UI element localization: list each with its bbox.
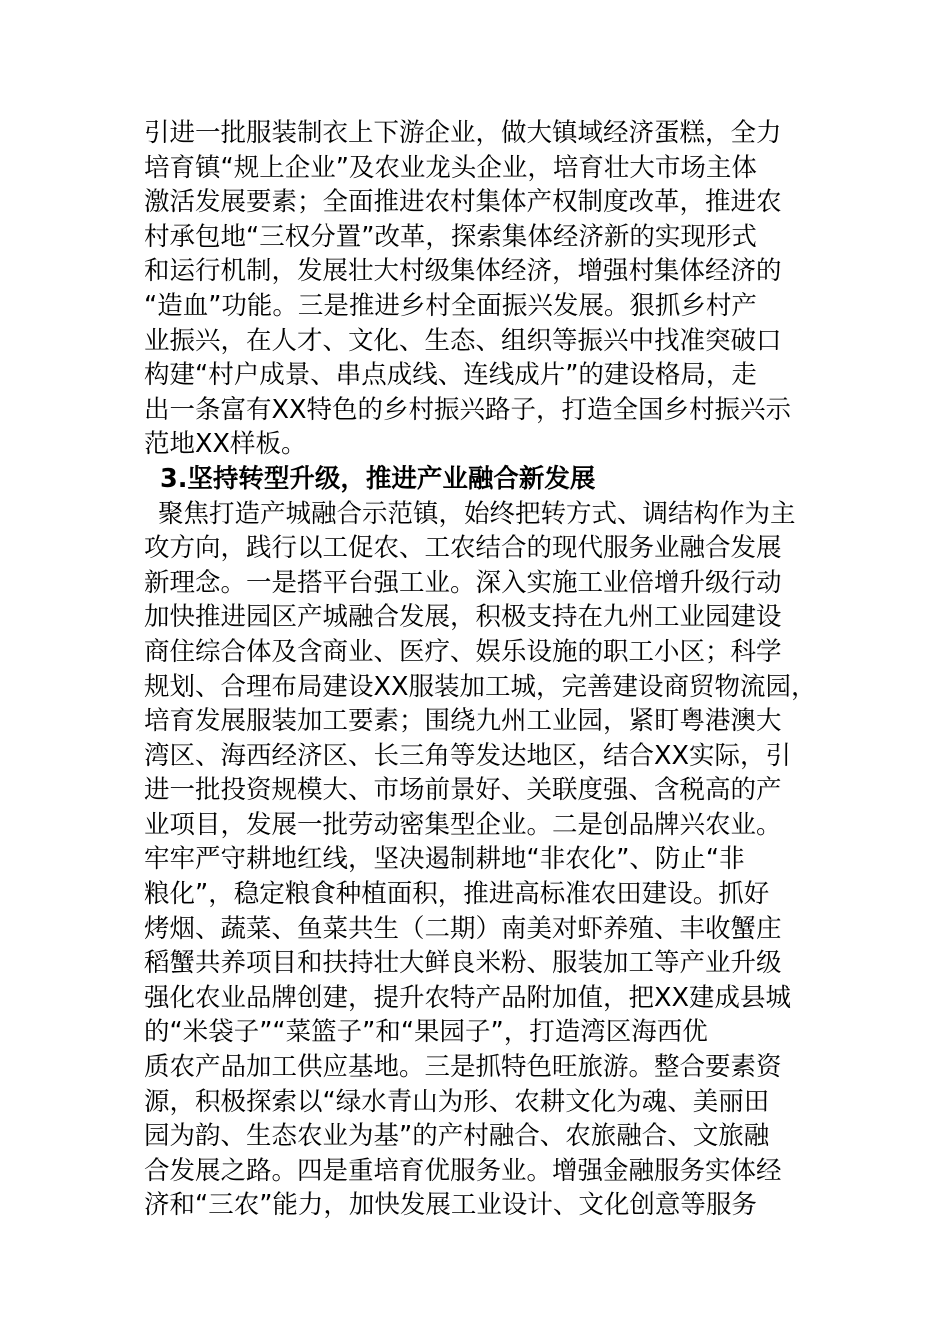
paragraph-line: 业项目，发展一批劳动密集型企业。二是创品牌兴农业。 [144,809,782,840]
paragraph-line: 新理念。一是搭平台强工业。深入实施工业倍增升级行动 [144,567,782,598]
paragraph-line: 激活发展要素；全面推进农村集体产权制度改革，推进农 [144,187,782,218]
paragraph-line: 聚焦打造产城融合示范镇，始终把转方式、调结构作为主 [158,498,796,529]
paragraph-line: 济和“三农”能力，加快发展工业设计、文化创意等服务 [144,1190,757,1221]
paragraph-line: 出一条富有XX特色的乡村振兴路子，打造全国乡村振兴示 [144,394,791,425]
paragraph-line: 业振兴，在人才、文化、生态、组织等振兴中找准突破口 [144,325,782,356]
paragraph-line: 和运行机制，发展壮大村级集体经济，增强村集体经济的 [144,256,782,287]
paragraph-line: 引进一批服装制衣上下游企业，做大镇域经济蛋糕，全力 [144,118,782,148]
paragraph-line: “造血”功能。三是推进乡村全面振兴发展。狠抓乡村产 [144,290,757,321]
paragraph-line: 加快推进园区产城融合发展，积极支持在九州工业园建设 [144,602,782,633]
paragraph-line: 规划、合理布局建设XX服装加工城，完善建设商贸物流园， [144,671,817,702]
paragraph-line: 湾区、海西经济区、长三角等发达地区，结合XX实际，引 [144,740,791,771]
paragraph-line: 烤烟、蔬菜、鱼菜共生（二期）南美对虾养殖、丰收蟹庄 [144,913,782,944]
paragraph-line: 村承包地“三权分置”改革，探索集体经济新的实现形式 [144,221,757,252]
paragraph-line: 进一批投资规模大、市场前景好、关联度强、含税高的产 [144,775,782,806]
paragraph-line: 培育发展服装加工要素；围绕九州工业园，紧盯粤港澳大 [144,706,782,737]
paragraph-line: 源，积极探索以“绿水青山为形、农耕文化为魂、美丽田 [144,1086,770,1117]
paragraph-line: 商住综合体及含商业、医疗、娱乐设施的职工小区；科学 [144,636,782,667]
paragraph-line: 质农产品加工供应基地。三是抓特色旺旅游。整合要素资 [144,1052,782,1083]
paragraph-line: 构建“村户成景、串点成线、连线成片”的建设格局，走 [144,360,757,391]
paragraph-line: 园为韵、生态农业为基”的产村融合、农旅融合、文旅融 [144,1121,770,1152]
section-heading: 3.坚持转型升级，推进产业融合新发展 [160,463,596,494]
paragraph-line: 强化农业品牌创建，提升农特产品附加值，把XX建成县城 [144,982,791,1013]
paragraph-line: 合发展之路。四是重培育优服务业。增强金融服务实体经 [144,1155,782,1186]
paragraph-line: 攻方向，践行以工促农、工农结合的现代服务业融合发展 [144,533,782,564]
document-body [144,116,834,1223]
paragraph-line: 粮化”，稳定粮食种植面积，推进高标准农田建设。抓好 [144,879,770,910]
paragraph-line: 范地XX样板。 [144,429,307,460]
paragraph-line: 稻蟹共养项目和扶持壮大鲜良米粉、服装加工等产业升级 [144,948,782,979]
paragraph-line: 的“米袋子”“菜篮子”和“果园子”，打造湾区海西优 [144,1017,708,1048]
paragraph-line: 培育镇“规上企业”及农业龙头企业，培育壮大市场主体 [144,152,757,183]
paragraph-line: 牢牢严守耕地红线，坚决遏制耕地“非农化”、防止“非 [144,844,745,875]
